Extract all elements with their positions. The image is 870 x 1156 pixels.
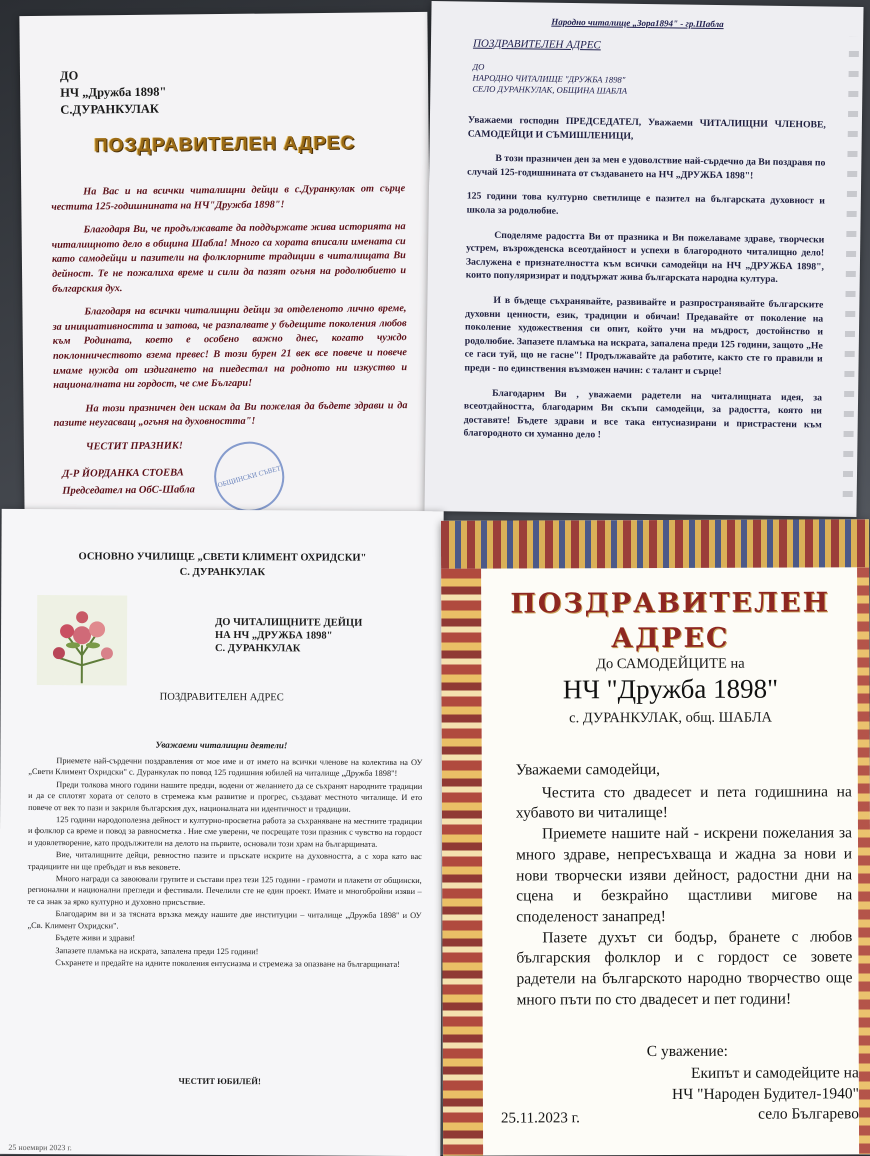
paragraph: Много награди са завоювали групите и състави през тези 125 години - грамоти и плакети от общински, регионални и национални прегледи и фестивали. Печелили сте не един проект. Имате и многобройни изяви – те са знак за ярко културно и духовно присъствие. — [27, 874, 422, 907]
paragraph: Споделяме радостта Ви от празника и Ви пожелаваме здраве, творчески устрем, възрожденска всеотдайност и успехи в благородното читалищно дело! Заслужена е признателността към всички самодейци на НЧ „ДРУЖБА 1898", които популяризират и поддържат жива българската народна култура. — [465, 229, 825, 286]
paragraph: Запазете пламъка на искрата, запалена преди 125 години! — [55, 945, 259, 956]
letter3-title: ПОЗДРАВИТЕЛЕН АДРЕС — [159, 691, 284, 704]
greeting: Уважаеми господин ПРЕДСЕДАТЕЛ, Уважаеми ЧИТАЛИЩНИ ЧЛЕНОВЕ, САМОДЕЙЦИ И СЪМИШЛЕНИЦИ, — [467, 114, 826, 142]
address-line: НЧ „Дружба 1898" — [60, 84, 167, 100]
recipient-line: ДО ЧИТАЛИЩНИТЕ ДЕЙЦИ — [215, 616, 363, 629]
address-line: С.ДУРАНКУЛАК — [60, 101, 160, 117]
address-line: СЕЛО ДУРАНКУЛАК, ОБЩИНА ШАБЛА — [472, 83, 628, 96]
recipient-line: НА НЧ „ДРУЖБА 1898" — [215, 629, 333, 642]
ornament-border-right — [857, 567, 870, 1154]
address-line: ДО — [59, 68, 79, 83]
letter3-date: 25 ноември 2023 г. — [8, 1142, 72, 1153]
letter3-greeting: Уважаеми читалищни деятели! — [155, 739, 288, 751]
paragraph: Благодарим ви и за тясната връзка между нашите две институции – читалище „Дружба 1898" и ОУ „Св. Климент Охридски". — [27, 909, 422, 931]
paragraph: Благодаря Ви, че продължавате да поддържате жива историята на читалищното дело в община Шабла! Много са хората вписали имената си като самодейци и пазители на фолклорните традиции в читалищата Ви дейност. Те не пожалиха време и сили да пазят огъня на родолюбието и българския дух. — [51, 221, 407, 295]
certificate-body — [516, 759, 853, 1011]
letter2-title: ПОЗДРАВИТЕЛЕН АДРЕС — [472, 37, 601, 52]
flower-icon — [37, 595, 127, 685]
paragraph: Преди толкова много години нашите предци, водени от желанието да се съхранят народните традиции и да се сплотят хората от селото в стремежа към развитие и прогрес, създават местното читалище. И ето повече от век то пази и закриля българския дух, националната ни идентичност и традиции. — [28, 779, 423, 814]
paragraph: Благодаря на всички читалищни дейци за отделеното лично време, за инициативността и затова, че разпалвате у бъдещите поколения любов към Родината, което е особено важно днес, когато чуждо поклонничеството взема превес! В този бурен 21 век все повече и повече имаме нужда от издигането на пиедестал на родното ни изкуство и националната ни гордост, че сме Българи! — [52, 303, 408, 391]
letter2-body — [463, 114, 826, 457]
certificate-title — [491, 585, 849, 656]
certificate-sender — [647, 1063, 859, 1126]
school-village: С. ДУРАНКУЛАК — [179, 566, 266, 579]
address-line: НАРОДНО ЧИТАЛИЩЕ "ДРУЖБА 1898" — [472, 72, 626, 85]
letter1-address — [60, 67, 167, 119]
paragraph: Приемете нашите най - искрени пожелания за много здраве, непресъхваща и жадна за нови и нови творчески изяви дейност, радостни дни на сцена и безкрайно щастливи мигове на споделеност занапред! — [516, 824, 853, 926]
congrats-line: ЧЕСТИТ ПРАЗНИК! — [85, 440, 183, 453]
letter3-body — [27, 755, 422, 971]
ornament-border-top — [441, 519, 869, 568]
paragraph: Благодарим Ви , уважаеми радетели на читалищната идея, за всеотдайността, благодарим Ви скъпи самодейци, за радостта, която ни доставяте! Бъдете здрави и все така ентусиазирани и пристрастени към благородното си хуманно дело ! — [463, 387, 823, 441]
letter3-closing: ЧЕСТИТ ЮБИЛЕЙ! — [178, 1075, 261, 1087]
certificate-balgarevo — [441, 519, 870, 1155]
letter-municipal-council — [19, 12, 432, 521]
letter-zora-chitalishte — [424, 1, 863, 517]
signer-name: Д-Р ЙОРДАНКА СТОЕВА — [62, 467, 184, 480]
letter1-body — [51, 182, 408, 464]
greeting: Уважаеми самодейци, — [515, 760, 661, 779]
sleeve-perforation — [843, 37, 860, 507]
title-line: АДРЕС — [611, 622, 730, 655]
recipient-line: С. ДУРАНКУЛАК — [214, 642, 301, 655]
title-line: ПОЗДРАВИТЕЛЕН — [510, 587, 831, 620]
address-line: ДО — [472, 61, 485, 72]
letter1-title: ПОЗДРАВИТЕЛЕН АДРЕС — [93, 132, 356, 157]
letter-school — [0, 509, 444, 1156]
letter2-address — [472, 62, 627, 97]
school-header — [1, 549, 443, 581]
certificate-recipient: До САМОДЕЙЦИТЕ на — [596, 655, 745, 673]
round-stamp: ОБЩИНСКИ СЪВЕТ — [206, 434, 292, 520]
certificate-regards: С уважение: — [646, 1042, 728, 1061]
paragraph: Пазете духът си бодър, бранете с любов българския фолклор и с гордост се зовете радетели на българското народно творчество още много пъти по сто двадесет и пет години! — [516, 927, 853, 1009]
sender-line: НЧ "Народен Будител-1940" — [671, 1084, 859, 1103]
paragraph: Честита сто двадесет и пета годишнина на хубавото ви читалище! — [515, 783, 852, 822]
school-name: ОСНОВНО УЧИЛИЩЕ „СВЕТИ КЛИМЕНТ ОХРИДСКИ" — [78, 551, 367, 564]
ornament-border-left — [441, 569, 483, 1156]
paragraph: На този празничен ден искам да Ви пожелая да бъдете здрави и да пазите неугасващ „огъня на духовността"! — [53, 399, 408, 430]
paragraph: В този празничен ден за мен е удоволствие най-сърдечно да Ви поздравя по случай 125-годишнината от създаването на НЧ „ДРУЖБА 1898"! — [467, 153, 826, 182]
sender-line: село Българево — [758, 1105, 859, 1124]
paragraph: 125 години това културно светилище е пазител на българската духовност и школа за родолюбие. — [466, 190, 825, 217]
paragraph: Бъдете живи и здрави! — [55, 933, 136, 943]
paragraph: 125 години народополезна дейност и културно-просветна работа за съхраняване на местните традиции и фолклор са време и повод за равносметка . Ние сме уверени, че посрещате този празник с чувство на гордост и удовлетворение, като продължители на делото на първите, основали този храм на българщината. — [27, 815, 423, 849]
paragraph: Вие, читалищните дейци, ревностно пазите и пръскате искрите на духовността, а с хора като вас традициите ни ще пребъдат и във вековете. — [27, 850, 422, 872]
paragraph: И в бъдеще съхранявайте, развивайте и разпространявайте българските духовни ценности, език, традиции и обичаи! Предавайте от поколение на поколение художествения си опит, който учи на мъдрост, достойнство и родолюбие. Запазете пламъка на искрата, запалена преди 125 години, защото „Не се гаси туй, що не гасне"! Продължавайте да работите, както сте го правили и преди - по единствения възможен начин: с талант и сърце! — [464, 294, 824, 378]
letter2-header: Народно читалище „Зора1894" - гр.Шабла — [551, 16, 724, 30]
paragraph: Съхранете и предайте на идните поколения ентусиазма и стремежа за опазване на българщината! — [55, 958, 400, 969]
certificate-village: с. ДУРАНКУЛАК, общ. ШАБЛА — [569, 709, 773, 727]
letter1-signature — [62, 464, 195, 499]
flower-bouquet-image — [37, 595, 127, 685]
paragraph: На Вас и на всички читалищни дейци в с.Дуранкулак от сърце честита 125-годишнината на НЧ"Дружба 1898"! — [51, 183, 406, 213]
signer-role: Председател на ОбС-Шабла — [62, 484, 195, 497]
certificate-org: НЧ "Дружба 1898" — [562, 673, 779, 705]
paragraph: Приемете най-сърдечни поздравления от мое име и от името на всички членове на колектива на ОУ „Свети Климент Охридски" с. Дуранкулак по повод 125 годишния юбилей на читалище „Дружба 1898"! — [28, 756, 423, 779]
certificate-date: 25.11.2023 г. — [500, 1110, 580, 1127]
sender-line: Екипът и самодейците на — [690, 1064, 859, 1082]
letter3-recipient — [215, 616, 362, 656]
